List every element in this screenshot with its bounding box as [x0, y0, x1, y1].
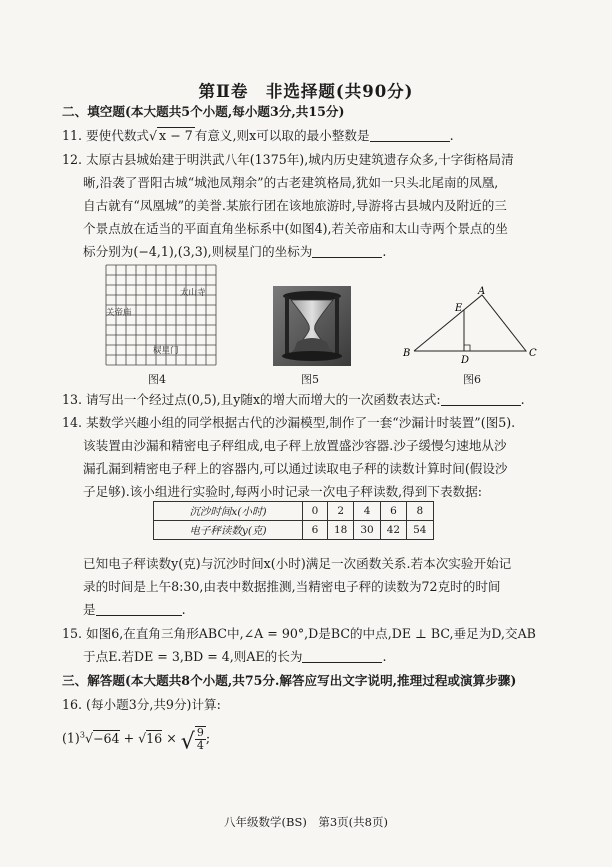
point-d-label: D	[461, 355, 470, 366]
q14-line4: 子足够).该小组进行实验时,每两小时记录一次电子秤读数,得到下表数据:	[83, 484, 482, 499]
q12-answer-blank[interactable]	[312, 245, 382, 258]
times-sign: ×	[166, 730, 177, 746]
label-guandi-temple: 关帝庙	[106, 308, 132, 318]
table-cell: 42	[380, 521, 406, 540]
q11-end: .	[449, 128, 454, 143]
sqrt-symbol-large: √	[180, 729, 195, 755]
table-cell: 8	[407, 502, 433, 521]
q12-line2: 晰,沿袭了晋阳古城“城池凤翔余”的古老建筑格局,犹如一只头北尾南的凤凰,	[83, 175, 499, 190]
vertex-c-label: C	[529, 348, 537, 359]
q14-line7	[83, 602, 186, 618]
sqrt-symbol: √	[138, 730, 147, 746]
table-cell: 2	[328, 502, 354, 521]
table-cell: 0	[303, 502, 328, 521]
q11-radicand: x − 7	[159, 128, 193, 143]
figure-5-hourglass-photo	[273, 286, 351, 366]
plus-sign: +	[123, 730, 135, 746]
sqrt-symbol: √	[149, 128, 158, 143]
q11-text: 11. 要使代数式	[62, 128, 150, 143]
q14-data-table	[153, 501, 434, 540]
q16-part1-end: ;	[205, 730, 211, 746]
page-footer: 八年级数学(BS) 第3页(共8页)	[224, 815, 388, 829]
row-label-reading: 电子秤读数y(克)	[154, 521, 303, 540]
q16-part-label: (1)	[62, 730, 80, 746]
vertex-a-label: A	[478, 286, 486, 297]
table-cell: 4	[354, 502, 380, 521]
figure-4-caption: 图4	[148, 373, 166, 386]
table-cell: 6	[303, 521, 328, 540]
cube-root-symbol: √	[84, 730, 93, 746]
q15-answer-blank[interactable]	[302, 650, 382, 663]
question-11	[62, 128, 454, 144]
table-cell: 6	[380, 502, 406, 521]
figure-6-caption: 图6	[463, 373, 481, 386]
table-cell: 30	[354, 521, 380, 540]
part-title: 第Ⅱ卷 非选择题(共90分)	[198, 82, 414, 101]
point-e-label: E	[455, 303, 463, 314]
q14-line7-text: 是	[83, 602, 96, 617]
label-taishan-temple: 太山寺	[180, 288, 206, 298]
q14-line6: 录的时间是上午8:30,由表中数据推测,当精密电子秤的读数为72克时的时间	[83, 579, 501, 594]
q12-line5-text: 标分别为(−4,1),(3,3),则棂星门的坐标为	[83, 244, 313, 259]
q14-line5: 已知电子秤读数y(克)与沉沙时间x(小时)满足一次函数关系.若本次实验开始记	[83, 556, 512, 571]
q14-end: .	[181, 602, 186, 617]
cube-root-index: 3	[79, 730, 85, 740]
q15-line2	[83, 649, 386, 665]
question-13	[62, 392, 525, 408]
table-row	[154, 502, 434, 521]
q14-line2: 该装置由沙漏和精密电子秤组成,电子秤上放置盛沙容器.沙子缓慢匀速地从沙	[83, 438, 507, 453]
figure-5-caption: 图5	[301, 373, 319, 386]
q13-text: 13. 请写出一个经过点(0,5),且y随x的增大而增大的一次函数表达式:	[62, 392, 441, 407]
label-lingxing-gate: 棂星门	[153, 346, 179, 356]
q14-line3: 漏孔漏到精密电子秤上的容器内,可以通过读取电子秤的读数计算时间(假设沙	[83, 461, 508, 476]
q12-end: .	[382, 244, 387, 259]
triangle-abc	[414, 295, 526, 351]
section-fill-blank-heading: 二、填空题(本大题共5个小题,每小题3分,共15分)	[62, 104, 345, 119]
fraction	[195, 726, 206, 752]
table-cell: 18	[328, 521, 354, 540]
q15-end: .	[382, 649, 387, 664]
q12-line5	[83, 244, 386, 260]
figure-6-triangle	[400, 286, 540, 366]
cube-root-radicand: −64	[92, 730, 120, 746]
q13-answer-blank[interactable]	[441, 393, 521, 406]
q12-line4: 个景点放在适当的平面直角坐标系中(如图4),若关帝庙和太山寺两个景点的坐	[83, 221, 508, 236]
q15-line1: 15. 如图6,在直角三角形ABC中,∠A = 90°,D是BC的中点,DE ⊥ BC,垂足为D,交AB	[62, 626, 536, 641]
table-cell: 54	[407, 521, 433, 540]
row-label-time: 沉沙时间x(小时)	[154, 502, 303, 521]
right-angle-mark	[464, 345, 470, 351]
fraction-denominator: 4	[196, 739, 204, 752]
figure-4-grid-map	[103, 262, 221, 366]
vertex-b-label: B	[403, 348, 411, 359]
q15-line2-text: 于点E.若DE = 3,BD = 4,则AE的长为	[83, 649, 303, 664]
q13-end: .	[520, 392, 525, 407]
q11-answer-blank[interactable]	[370, 129, 450, 142]
q12-line1: 12. 太原古县城始建于明洪武八年(1375年),城内历史建筑遗存众多,十字街格局清	[62, 152, 514, 167]
section-solution-heading: 三、解答题(本大题共8个小题,共75分.解答应写出文字说明,推理过程或演算步骤)	[62, 673, 517, 688]
q11-text-post: 有意义,则x可以取的最小整数是	[194, 128, 370, 143]
q16-part1-expression	[62, 726, 211, 755]
table-row	[154, 521, 434, 540]
q12-line3: 自古就有“凤凰城”的美誉.某旅行团在该地旅游时,导游将古县城内及附近的三	[83, 198, 507, 213]
q14-line1: 14. 某数学兴趣小组的同学根据古代的沙漏模型,制作了一套“沙漏计时装置”(图5).	[62, 415, 516, 430]
sqrt-radicand: 16	[146, 730, 163, 746]
q14-answer-blank[interactable]	[96, 603, 182, 616]
fraction-numerator: 9	[196, 726, 204, 739]
q16-heading: 16. (每小题3分,共9分)计算:	[62, 697, 221, 712]
